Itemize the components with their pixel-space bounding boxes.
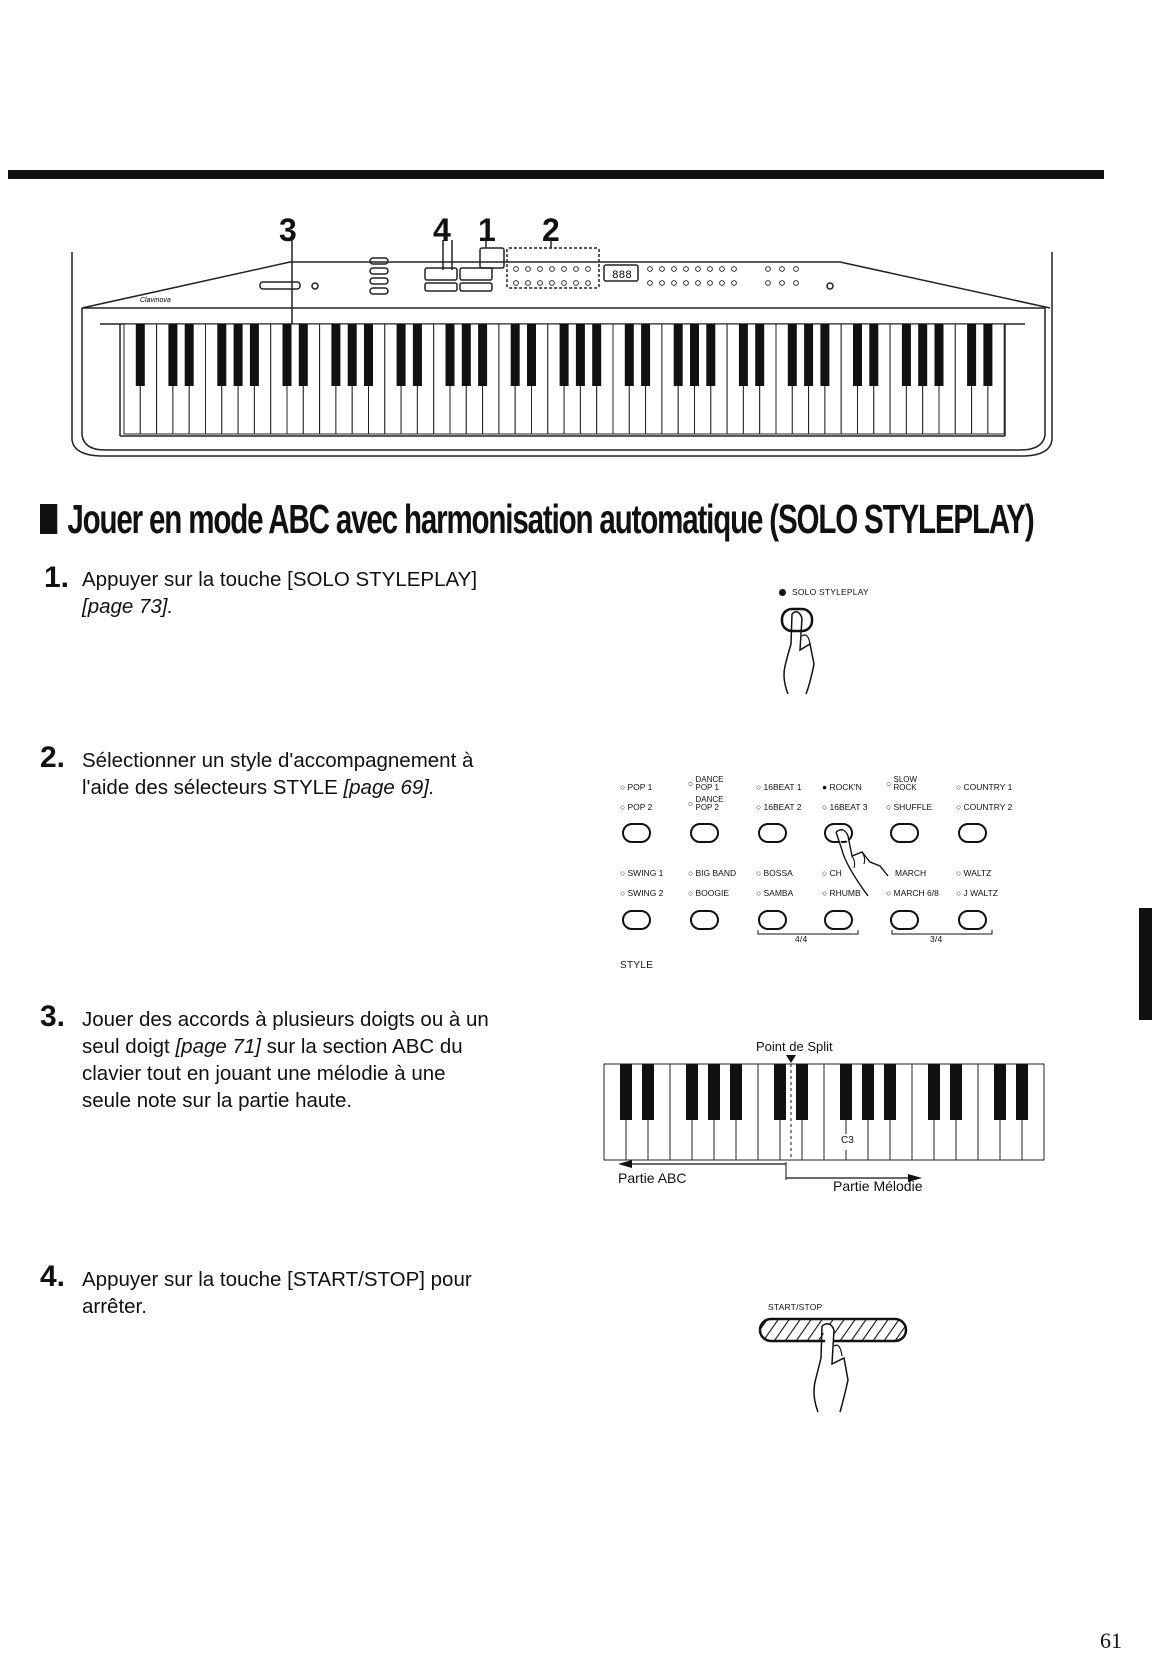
style-bossa: ○ BOSSA	[756, 868, 793, 878]
black-key	[397, 324, 406, 386]
start-stop-label: START/STOP	[768, 1302, 823, 1312]
heading-bullet	[40, 504, 57, 534]
black-key	[168, 324, 177, 386]
black-key	[928, 1064, 940, 1120]
black-key	[884, 1064, 896, 1120]
black-key	[853, 324, 862, 386]
black-key	[967, 324, 976, 386]
panel-button-dot	[526, 267, 531, 272]
style-march: MARCH	[895, 868, 927, 878]
step-3-number: 3.	[40, 1000, 66, 1033]
black-key	[136, 324, 145, 386]
split-point-label: Point de Split	[756, 1039, 833, 1054]
black-key	[788, 324, 797, 386]
panel-button-dot	[550, 267, 555, 272]
black-key	[983, 324, 992, 386]
black-key	[364, 324, 373, 386]
black-key	[950, 1064, 962, 1120]
step-1-number: 1.	[44, 561, 70, 594]
panel-button-dot	[732, 267, 737, 272]
style-button-2[interactable]	[690, 823, 719, 843]
step-2-number: 2.	[40, 741, 66, 774]
led-icon	[779, 589, 786, 596]
panel-button-dot	[720, 267, 725, 272]
step-3-text: Jouer des accords à plusieurs doigts ou à un seul doigt [page 71] sur la section ABC du clavier tout en jouant une mélodie à une seule note sur la partie haute.	[82, 1008, 489, 1112]
black-key	[674, 324, 683, 386]
black-key	[642, 1064, 654, 1120]
callout-3: 3	[279, 212, 297, 248]
style-button-11[interactable]	[890, 910, 919, 930]
panel-button-dot	[562, 267, 567, 272]
panel-button-dot	[538, 267, 543, 272]
style-samba: ○ SAMBA	[756, 888, 794, 898]
black-key	[994, 1064, 1006, 1120]
hand-press-icon	[780, 604, 850, 696]
black-key	[620, 1064, 632, 1120]
black-key	[755, 324, 764, 386]
black-key	[706, 324, 715, 386]
time-sig-3-4: 3/4	[930, 934, 943, 944]
panel-button-dot	[562, 281, 567, 286]
panel-button-dot	[648, 281, 653, 286]
page-number: 61	[1100, 1628, 1122, 1653]
black-key	[185, 324, 194, 386]
callout-4: 4	[433, 212, 451, 248]
hand-press-icon	[758, 1316, 908, 1416]
display-readout: 888	[612, 270, 632, 282]
black-key	[446, 324, 455, 386]
black-key	[462, 324, 471, 386]
step-2-page-ref: [page 69].	[343, 776, 435, 799]
panel-button-dot	[684, 267, 689, 272]
panel-button-dot	[514, 267, 519, 272]
style-rock-n: ● ROCK'N	[822, 782, 862, 792]
panel-button-dot	[538, 281, 543, 286]
panel-button-dot	[780, 281, 785, 286]
style-shuffle: ○ SHUFFLE	[886, 802, 933, 812]
black-key	[478, 324, 487, 386]
panel-button-dot	[684, 281, 689, 286]
black-key	[592, 324, 601, 386]
style-button-7[interactable]	[622, 910, 651, 930]
style-button-10[interactable]	[824, 910, 853, 930]
panel-button-dot	[794, 281, 799, 286]
style-button-12[interactable]	[958, 910, 987, 930]
c3-label: C3	[841, 1135, 854, 1146]
style-16beat-2: ○ 16BEAT 2	[756, 802, 802, 812]
style-button-9[interactable]	[758, 910, 787, 930]
panel-button-dot	[586, 281, 591, 286]
panel-button-dot	[526, 281, 531, 286]
panel-button-dot	[574, 267, 579, 272]
style-j-waltz: ○ J WALTZ	[956, 888, 998, 898]
black-key	[250, 324, 259, 386]
style-dance-pop-2: ○ DANCE POP 2	[688, 795, 724, 812]
style-swing-1: ○ SWING 1	[620, 868, 664, 878]
step-2-text: Sélectionner un style d'accompagnement à l'aide des sélecteurs STYLE [page 69].	[82, 749, 474, 799]
black-key	[739, 324, 748, 386]
panel-button-dot	[766, 281, 771, 286]
panel-button-dot	[648, 267, 653, 272]
panel-button-dot	[672, 281, 677, 286]
style-boogie: ○ BOOGIE	[688, 888, 730, 898]
black-key	[796, 1064, 808, 1120]
time-sig-4-4: 4/4	[795, 934, 808, 944]
style-ch: ○ CH	[822, 868, 842, 878]
style-pop-1: ○ POP 1	[620, 782, 653, 792]
black-key	[869, 324, 878, 386]
step-4-number: 4.	[40, 1260, 66, 1293]
black-key	[576, 324, 585, 386]
section-heading	[40, 496, 1034, 543]
black-key	[708, 1064, 720, 1120]
panel-button-dot	[732, 281, 737, 286]
panel-button-dot	[780, 267, 785, 272]
panel-button-dot	[708, 267, 713, 272]
black-key	[1016, 1064, 1028, 1120]
panel-button-dot	[696, 267, 701, 272]
black-key	[686, 1064, 698, 1120]
panel-button-dot	[708, 281, 713, 286]
start-stop-button[interactable]	[758, 1316, 908, 1421]
black-key	[641, 324, 650, 386]
style-waltz: ○ WALTZ	[956, 868, 992, 878]
melody-part-label: Partie Mélodie	[833, 1178, 923, 1194]
panel-button-dot	[514, 281, 519, 286]
black-key	[820, 324, 829, 386]
black-key	[804, 324, 813, 386]
callout-2: 2	[542, 212, 560, 248]
keyboard-illustration	[60, 240, 1070, 465]
style-country-1: ○ COUNTRY 1	[956, 782, 1013, 792]
black-key	[413, 324, 422, 386]
style-pop-2: ○ POP 2	[620, 802, 653, 812]
black-key	[331, 324, 340, 386]
panel-button-dot	[672, 267, 677, 272]
style-big-band: ○ BIG BAND	[688, 868, 737, 878]
solo-styleplay-indicator: SOLO STYLEPLAY	[779, 587, 869, 597]
panel-button-dot	[794, 267, 799, 272]
step-1-text: Appuyer sur la touche [SOLO STYLEPLAY] [page 73].	[82, 568, 478, 618]
black-key	[625, 324, 634, 386]
black-key	[730, 1064, 742, 1120]
page-edge-tab	[1139, 908, 1152, 1020]
style-rhumba: ○ RHUMB	[822, 888, 861, 898]
black-key	[348, 324, 357, 386]
abc-part-label: Partie ABC	[618, 1170, 687, 1186]
style-button-1[interactable]	[622, 823, 651, 843]
style-dance-pop-1: ○ DANCE POP 1	[688, 775, 724, 792]
solo-styleplay-button[interactable]	[780, 604, 850, 701]
style-button-6[interactable]	[958, 823, 987, 843]
black-key	[902, 324, 911, 386]
black-key	[283, 324, 292, 386]
black-key	[840, 1064, 852, 1120]
step-1-page-ref: [page 73].	[82, 595, 174, 618]
panel-button-dot	[550, 281, 555, 286]
style-button-8[interactable]	[690, 910, 719, 930]
black-key	[217, 324, 226, 386]
top-rule	[8, 170, 1104, 179]
style-button-3[interactable]	[758, 823, 787, 843]
black-key	[299, 324, 308, 386]
style-16beat-1: ○ 16BEAT 1	[756, 782, 802, 792]
black-key	[560, 324, 569, 386]
brand-label: Clavinova	[140, 297, 171, 304]
panel-button-dot	[660, 281, 665, 286]
step-4-text: Appuyer sur la touche [START/STOP] pour arrêter.	[82, 1268, 472, 1318]
panel-button-dot	[574, 281, 579, 286]
panel-button-dot	[660, 267, 665, 272]
black-key	[527, 324, 536, 386]
heading-text: Jouer en mode ABC avec harmonisation automatique (SOLO STYLEPLAY)	[67, 496, 1034, 542]
panel-button-dot	[696, 281, 701, 286]
style-slow-rock: ○ SLOW ROCK	[886, 775, 918, 792]
step-3-page-ref: [page 71]	[175, 1035, 261, 1058]
style-country-2: ○ COUNTRY 2	[956, 802, 1013, 812]
style-16beat-3: ○ 16BEAT 3	[822, 802, 868, 812]
style-selector-panel	[620, 770, 1040, 980]
black-key	[234, 324, 243, 386]
black-key	[918, 324, 927, 386]
black-key	[935, 324, 944, 386]
style-march-6-8: ○ MARCH 6/8	[886, 888, 939, 898]
panel-button-dot	[586, 267, 591, 272]
style-footer-label: STYLE	[620, 960, 654, 971]
black-key	[774, 1064, 786, 1120]
callout-1: 1	[478, 212, 496, 248]
panel-button-dot	[720, 281, 725, 286]
panel-button-dot	[766, 267, 771, 272]
time-signature-brackets	[756, 928, 1006, 942]
style-swing-2: ○ SWING 2	[620, 888, 664, 898]
black-key	[690, 324, 699, 386]
black-key	[862, 1064, 874, 1120]
black-key	[511, 324, 520, 386]
